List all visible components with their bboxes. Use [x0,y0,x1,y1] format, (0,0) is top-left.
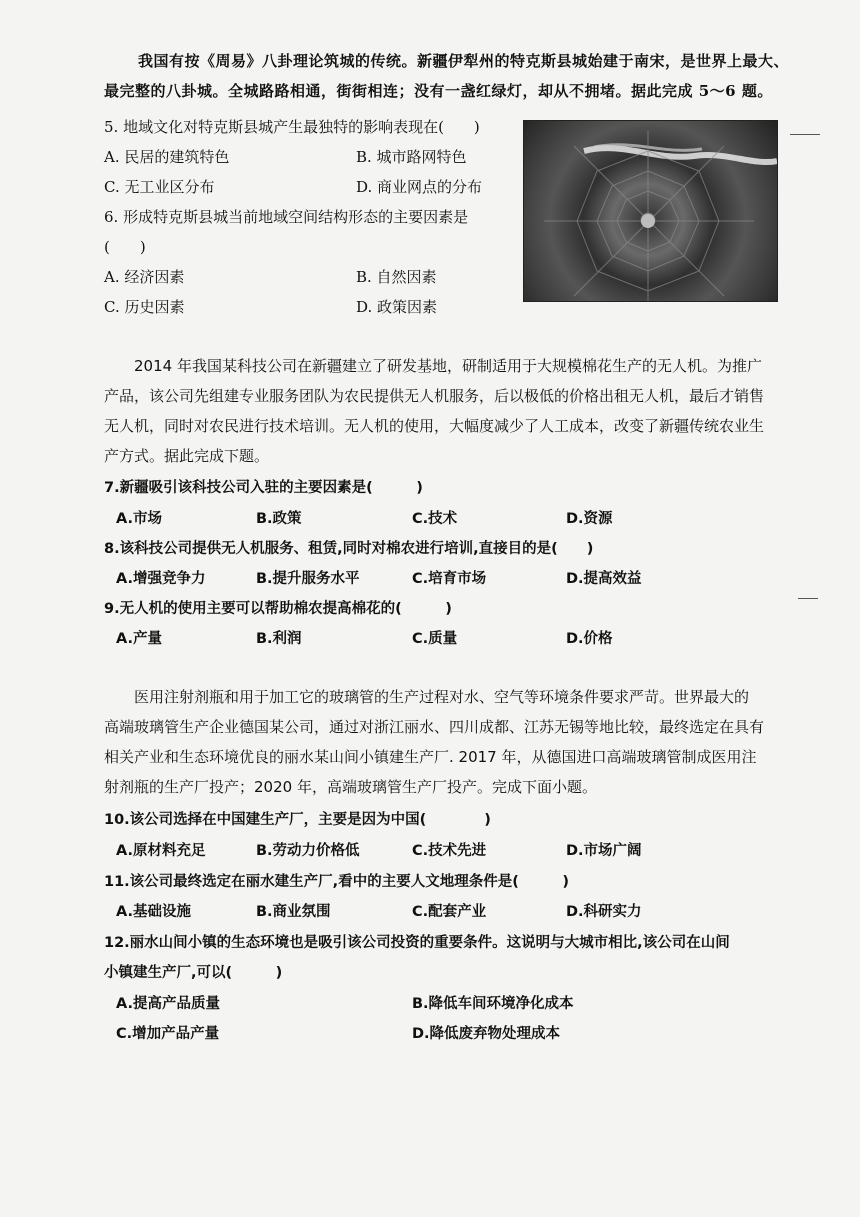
section2-intro-3: 无人机，同时对农民进行技术培训。无人机的使用，大幅度减少了人工成本，改变了新疆传统农业生 [104,417,765,435]
q9-option-c: C.质量 [412,631,458,647]
aerial-city-photo [523,120,778,302]
question-11: 11.该公司最终选定在丽水建生产厂,看中的主要人文地理条件是( ) [104,874,569,890]
q6-option-d: D. 政策因素 [356,298,438,316]
q6-option-a: A. 经济因素 [104,268,185,286]
q7-option-a: A.市场 [116,511,162,527]
question-6-cont: ( ) [104,238,146,256]
q5-option-b: B. 城市路网特色 [356,148,467,166]
question-10: 10.该公司选择在中国建生产厂，主要是因为中国( ) [104,812,491,828]
q6-option-b: B. 自然因素 [356,268,437,286]
section2-intro-4: 产方式。据此完成下题。 [104,447,270,465]
q12-option-c: C.增加产品产量 [116,1026,220,1042]
question-8: 8.该科技公司提供无人机服务、租赁,同时对棉农进行培训,直接目的是( ) [104,541,594,557]
q8-option-c: C.培育市场 [412,571,487,587]
q5-option-c: C. 无工业区分布 [104,178,215,196]
section2-intro-1: 2014 年我国某科技公司在新疆建立了研发基地，研制适用于大规模棉花生产的无人机。为推广 [134,357,762,375]
q7-option-d: D.资源 [566,511,613,527]
q9-option-b: B.利润 [256,631,302,647]
q11-option-b: B.商业氛围 [256,904,331,920]
section2-intro-2: 产品，该公司先组建专业服务团队为农民提供无人机服务，后以极低的价格出租无人机，最后才销售 [104,387,765,405]
q11-option-c: C.配套产业 [412,904,487,920]
q12-option-a: A.提高产品质量 [116,996,220,1012]
q10-option-c: C.技术先进 [412,843,487,859]
question-12: 12.丽水山间小镇的生态环境也是吸引该公司投资的重要条件。这说明与大城市相比,该公司在山间 [104,935,730,951]
q9-option-a: A.产量 [116,631,162,647]
intro-line-2: 最完整的八卦城。全城路路相通，街街相连；没有一盏红绿灯，却从不拥堵。据此完成 5～6 题。 [104,82,773,100]
scan-mark [790,134,820,135]
q10-option-b: B.劳动力价格低 [256,843,360,859]
question-9: 9.无人机的使用主要可以帮助棉农提高棉花的( ) [104,601,452,617]
q8-option-a: A.增强竞争力 [116,571,206,587]
q9-option-d: D.价格 [566,631,613,647]
q12-option-d: D.降低废弃物处理成本 [412,1026,561,1042]
q11-option-d: D.科研实力 [566,904,642,920]
q12-option-b: B.降低车间环境净化成本 [412,996,574,1012]
q8-option-b: B.提升服务水平 [256,571,360,587]
question-7: 7.新疆吸引该科技公司入驻的主要因素是( ) [104,480,423,496]
section3-intro-2: 高端玻璃管生产企业德国某公司，通过对浙江丽水、四川成都、江苏无锡等地比较，最终选定在具有 [104,718,765,736]
scan-mark [798,598,818,599]
section3-intro-1: 医用注射剂瓶和用于加工它的玻璃管的生产过程对水、空气等环境条件要求严苛。世界最大的 [134,688,750,706]
q7-option-c: C.技术 [412,511,458,527]
q5-option-a: A. 民居的建筑特色 [104,148,230,166]
q6-option-c: C. 历史因素 [104,298,185,316]
q10-option-d: D.市场广阔 [566,843,642,859]
question-6: 6. 形成特克斯县城当前地域空间结构形态的主要因素是 [104,208,469,226]
q11-option-a: A.基础设施 [116,904,191,920]
section3-intro-3: 相关产业和生态环境优良的丽水某山间小镇建生产厂. 2017 年，从德国进口高端玻璃管制成医用注 [104,748,757,766]
section3-intro-4: 射剂瓶的生产厂投产；2020 年，高端玻璃管生产厂投产。完成下面小题。 [104,778,597,796]
question-5: 5. 地域文化对特克斯县城产生最独特的影响表现在( ) [104,118,480,136]
q7-option-b: B.政策 [256,511,302,527]
q10-option-a: A.原材料充足 [116,843,206,859]
intro-line-1: 我国有按《周易》八卦理论筑城的传统。新疆伊犁州的特克斯县城始建于南宋，是世界上最大、 [138,52,790,70]
question-12-cont: 小镇建生产厂,可以( ) [104,965,283,981]
q8-option-d: D.提高效益 [566,571,642,587]
q5-option-d: D. 商业网点的分布 [356,178,483,196]
